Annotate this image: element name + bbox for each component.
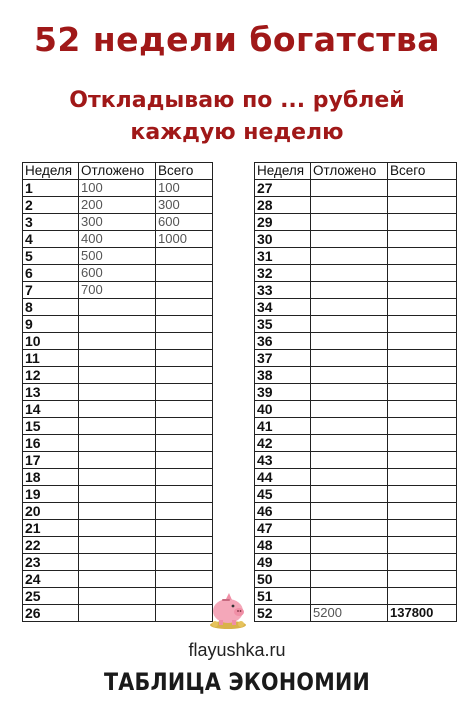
table-row [23, 350, 213, 367]
table-row [23, 418, 213, 435]
saved-cell [311, 469, 388, 486]
week-cell: 38 [255, 367, 311, 384]
table-row [255, 299, 457, 316]
saved-cell [311, 435, 388, 452]
week-cell: 35 [255, 316, 311, 333]
total-cell [388, 248, 457, 265]
saved-cell [311, 367, 388, 384]
header-saved: Отложено [79, 163, 156, 180]
total-cell [388, 265, 457, 282]
saved-cell [311, 452, 388, 469]
week-cell: 39 [255, 384, 311, 401]
total-cell [156, 605, 213, 622]
week-cell: 51 [255, 588, 311, 605]
week-cell: 50 [255, 571, 311, 588]
table-row [255, 401, 457, 418]
total-cell [156, 265, 213, 282]
saved-cell [311, 350, 388, 367]
total-cell [156, 435, 213, 452]
table-row [23, 367, 213, 384]
saved-cell [79, 486, 156, 503]
week-cell: 4 [23, 231, 79, 248]
header-week: Неделя [23, 163, 79, 180]
total-cell [388, 435, 457, 452]
saved-cell [79, 367, 156, 384]
week-cell: 26 [23, 605, 79, 622]
week-cell: 47 [255, 520, 311, 537]
total-cell [388, 554, 457, 571]
table-row [255, 231, 457, 248]
total-cell [388, 282, 457, 299]
total-cell [156, 418, 213, 435]
week-cell: 25 [23, 588, 79, 605]
table-row [23, 401, 213, 418]
saved-cell [311, 554, 388, 571]
saved-cell [311, 333, 388, 350]
total-cell [156, 299, 213, 316]
saved-cell: 300 [79, 214, 156, 231]
table-row [255, 537, 457, 554]
site-url: flayushka.ru [188, 640, 286, 660]
week-cell: 32 [255, 265, 311, 282]
saved-cell [311, 197, 388, 214]
week-cell: 44 [255, 469, 311, 486]
total-cell [156, 333, 213, 350]
week-cell: 21 [23, 520, 79, 537]
saved-cell [311, 571, 388, 588]
week-cell: 49 [255, 554, 311, 571]
saved-cell [79, 571, 156, 588]
table-row [255, 469, 457, 486]
table-row [255, 435, 457, 452]
saved-cell [79, 469, 156, 486]
week-cell: 13 [23, 384, 79, 401]
saved-cell [311, 401, 388, 418]
total-cell [388, 503, 457, 520]
table-row [23, 299, 213, 316]
week-cell: 33 [255, 282, 311, 299]
total-cell [156, 571, 213, 588]
week-cell: 15 [23, 418, 79, 435]
week-cell: 8 [23, 299, 79, 316]
week-cell: 45 [255, 486, 311, 503]
header-row [255, 163, 457, 180]
week-cell: 36 [255, 333, 311, 350]
table-row [255, 605, 457, 622]
table-row [255, 265, 457, 282]
page-title: 52 недели богатства [33, 20, 441, 59]
week-cell: 27 [255, 180, 311, 197]
total-cell [388, 384, 457, 401]
total-cell [156, 316, 213, 333]
table-row [255, 248, 457, 265]
table-row [23, 180, 213, 197]
saved-cell [79, 401, 156, 418]
subtitle-line-2: каждую неделю [130, 120, 344, 145]
week-cell: 16 [23, 435, 79, 452]
saved-cell [311, 180, 388, 197]
saved-cell [311, 299, 388, 316]
week-cell: 19 [23, 486, 79, 503]
total-cell [388, 418, 457, 435]
week-cell: 37 [255, 350, 311, 367]
table-row [255, 367, 457, 384]
week-cell: 6 [23, 265, 79, 282]
saved-cell [79, 452, 156, 469]
total-cell [388, 588, 457, 605]
week-cell: 29 [255, 214, 311, 231]
total-cell [388, 350, 457, 367]
week-cell: 23 [23, 554, 79, 571]
week-cell: 22 [23, 537, 79, 554]
saved-cell [79, 384, 156, 401]
header-total: Всего [388, 163, 457, 180]
saved-cell [79, 588, 156, 605]
savings-table-right [254, 162, 457, 622]
week-cell: 30 [255, 231, 311, 248]
saved-cell [311, 588, 388, 605]
header-week: Неделя [255, 163, 311, 180]
table-row [255, 350, 457, 367]
total-cell [156, 588, 213, 605]
total-cell [156, 554, 213, 571]
week-cell: 24 [23, 571, 79, 588]
total-cell [156, 486, 213, 503]
total-cell [156, 282, 213, 299]
saved-cell [311, 520, 388, 537]
saved-cell [311, 248, 388, 265]
table-row [255, 316, 457, 333]
total-cell [388, 299, 457, 316]
table-row [23, 605, 213, 622]
week-cell: 34 [255, 299, 311, 316]
week-cell: 31 [255, 248, 311, 265]
saved-cell [311, 265, 388, 282]
saved-cell [311, 282, 388, 299]
total-cell: 137800 [388, 605, 457, 622]
week-cell: 11 [23, 350, 79, 367]
table-row [255, 333, 457, 350]
total-cell [388, 197, 457, 214]
table-row [23, 469, 213, 486]
table-row [23, 520, 213, 537]
table-row [23, 435, 213, 452]
table-row [23, 554, 213, 571]
table-row [23, 231, 213, 248]
total-cell [388, 520, 457, 537]
table-row [255, 282, 457, 299]
table-row [23, 571, 213, 588]
total-cell: 300 [156, 197, 213, 214]
table-row [255, 503, 457, 520]
table-row [23, 248, 213, 265]
total-cell [388, 333, 457, 350]
week-cell: 10 [23, 333, 79, 350]
total-cell [388, 452, 457, 469]
table-row [23, 384, 213, 401]
total-cell [388, 401, 457, 418]
saved-cell [79, 520, 156, 537]
saved-cell [311, 537, 388, 554]
week-cell: 40 [255, 401, 311, 418]
saved-cell [79, 350, 156, 367]
table-row [23, 282, 213, 299]
total-cell [156, 350, 213, 367]
header-row [23, 163, 213, 180]
week-cell: 43 [255, 452, 311, 469]
table-row [255, 520, 457, 537]
piggy-bank-icon [206, 589, 250, 631]
table-row [23, 503, 213, 520]
table-row [255, 384, 457, 401]
table-row [255, 486, 457, 503]
table-row [255, 197, 457, 214]
saved-cell: 100 [79, 180, 156, 197]
total-cell: 100 [156, 180, 213, 197]
week-cell: 14 [23, 401, 79, 418]
total-cell [156, 401, 213, 418]
header-total: Всего [156, 163, 213, 180]
week-cell: 5 [23, 248, 79, 265]
week-cell: 1 [23, 180, 79, 197]
total-cell [156, 503, 213, 520]
table-row [255, 571, 457, 588]
saved-cell [79, 333, 156, 350]
total-cell [156, 367, 213, 384]
week-cell: 28 [255, 197, 311, 214]
saved-cell [79, 316, 156, 333]
saved-cell [311, 486, 388, 503]
saved-cell [79, 605, 156, 622]
saved-cell [79, 435, 156, 452]
total-cell [388, 571, 457, 588]
table-row [23, 333, 213, 350]
saved-cell: 600 [79, 265, 156, 282]
saved-cell: 400 [79, 231, 156, 248]
table-row [23, 265, 213, 282]
total-cell [388, 231, 457, 248]
saved-cell: 500 [79, 248, 156, 265]
week-cell: 17 [23, 452, 79, 469]
saved-cell: 700 [79, 282, 156, 299]
total-cell: 1000 [156, 231, 213, 248]
saved-cell [79, 299, 156, 316]
week-cell: 52 [255, 605, 311, 622]
week-cell: 18 [23, 469, 79, 486]
saved-cell: 200 [79, 197, 156, 214]
table-row [23, 214, 213, 231]
saved-cell: 5200 [311, 605, 388, 622]
table-row [255, 418, 457, 435]
table-row [23, 486, 213, 503]
table-row [23, 588, 213, 605]
week-cell: 2 [23, 197, 79, 214]
table-row [23, 316, 213, 333]
week-cell: 46 [255, 503, 311, 520]
saved-cell [79, 537, 156, 554]
table-row [255, 214, 457, 231]
total-cell [156, 384, 213, 401]
saved-cell [311, 316, 388, 333]
week-cell: 48 [255, 537, 311, 554]
table-row [23, 537, 213, 554]
total-cell [156, 537, 213, 554]
total-cell [388, 180, 457, 197]
saved-cell [79, 554, 156, 571]
week-cell: 3 [23, 214, 79, 231]
subtitle-line-1: Откладываю по ... рублей [69, 88, 405, 113]
savings-table-left [22, 162, 213, 622]
total-cell [156, 520, 213, 537]
saved-cell [79, 503, 156, 520]
total-cell: 600 [156, 214, 213, 231]
saved-cell [311, 503, 388, 520]
total-cell [388, 214, 457, 231]
saved-cell [311, 418, 388, 435]
week-cell: 41 [255, 418, 311, 435]
footer-title: ТАБЛИЦА ЭКОНОМИИ [103, 668, 371, 696]
table-row [255, 554, 457, 571]
saved-cell [311, 231, 388, 248]
week-cell: 9 [23, 316, 79, 333]
total-cell [156, 452, 213, 469]
header-saved: Отложено [311, 163, 388, 180]
week-cell: 7 [23, 282, 79, 299]
table-row [255, 180, 457, 197]
saved-cell [311, 214, 388, 231]
table-row [23, 452, 213, 469]
table-row [255, 452, 457, 469]
saved-cell [79, 418, 156, 435]
total-cell [388, 367, 457, 384]
table-row [23, 197, 213, 214]
total-cell [388, 469, 457, 486]
week-cell: 12 [23, 367, 79, 384]
total-cell [388, 316, 457, 333]
total-cell [156, 248, 213, 265]
total-cell [388, 537, 457, 554]
week-cell: 20 [23, 503, 79, 520]
week-cell: 42 [255, 435, 311, 452]
table-row [255, 588, 457, 605]
total-cell [388, 486, 457, 503]
saved-cell [311, 384, 388, 401]
total-cell [156, 469, 213, 486]
